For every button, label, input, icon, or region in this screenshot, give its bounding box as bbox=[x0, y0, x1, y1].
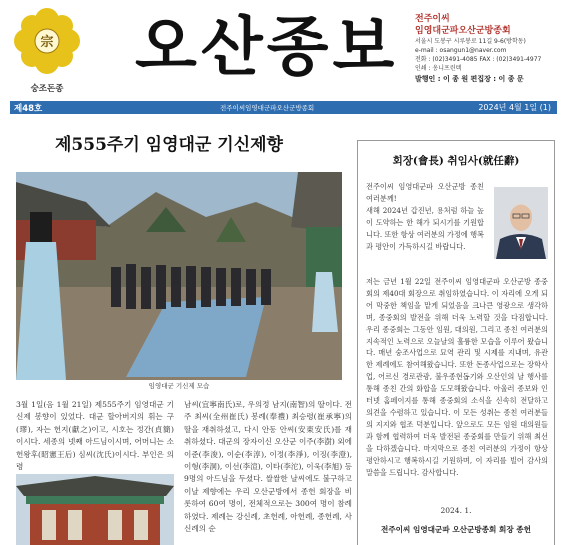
publisher-printer: 인쇄 : 옹니프린텍 bbox=[415, 65, 462, 72]
newspaper-title: 오산종보 bbox=[135, 11, 399, 85]
inauguration-greeting: 새해 2024년 갑진년, 용처럼 하늘 높이 도약하는 한 해가 되시기를 기원합니다. 또한 항상 여러분의 가정에 행복과 평안이 가득하시길 바랍니다. bbox=[366, 205, 484, 251]
issue-number: 제48호 bbox=[14, 104, 43, 114]
publisher-address: 서울시 도봉구 시루봉로 11길 9-6(방학동) bbox=[415, 38, 526, 45]
ceremony-photo bbox=[16, 172, 342, 380]
inauguration-opening: 전주이씨 임영대군파 오산군방 종친 여러분께! bbox=[366, 182, 484, 203]
publisher-email: e-mail : osangun1@naver.com bbox=[415, 47, 507, 54]
inauguration-date: 2024. 1. bbox=[440, 506, 472, 515]
clan-seal-icon bbox=[14, 8, 80, 74]
publisher-org-line1: 전주이씨 bbox=[415, 14, 450, 24]
masthead bbox=[0, 0, 567, 100]
seal-caption: 숭조돈종 bbox=[30, 84, 64, 94]
issue-date: 2024년 4월 1일 (1) bbox=[478, 103, 551, 112]
publisher-info bbox=[415, 14, 563, 84]
inauguration-title: 회장(會長) 취임사(就任辭) bbox=[392, 155, 520, 167]
article-paragraph-1: 3월 1일(음 1월 21일) 제555주기 임영대군 기신제 봉향이 있었다. 대군 할아버지의 휘는 구(璆), 자는 헌지(獻之)이고, 시호는 정간(貞簡)이시다. 세종의 넷째 아드님이시며, 어머니는 소헌왕후(昭憲王后) 심씨(沈氏)이시다. 부인은 의령 bbox=[16, 400, 174, 472]
publisher-staff: 발행인 : 이 종 원 편집장 : 이 종 문 bbox=[415, 75, 524, 83]
article-headline: 제555주기 임영대군 기신제향 bbox=[55, 135, 283, 155]
inauguration-body: 저는 금년 1월 22일 전주이씨 임영대군파 오산군방 종중회의 제40대 회장으로 취임하였습니다. 이 자리에 오게 되어 막중한 책임을 맡게 되었음을 크나큰 영광으로 생각하며, 종중회의 발전을 위해 더욱 노력할 것을 다짐합니다. 우리 종중회는 그동안 임원, 대의원, 그리고 종친 여러분의 지속적인 노력으로 오늘날의 훌륭한 모습을 이루어 왔습니다. 매년 숭조사업으로 묘역 관리 및 시제를 지내며, 유관한 제례에도 참여해왔습니다. 또한 돈종사업으로는 장학사업, 어르신 경로관광, 불우종현돕기와 오산인의 날 행사를 통해 종친 간의 화합을 도모해왔습니다. 아울러 종보와 인터넷 홈페이지를 통해 종중회의 소식을 신속히 전달하고 의견을 수렴하고 있습니다. 이 모든 성취는 종친 여러분들의 지지와 협조 덕분입니다. 앞으로도 모든 임원 대의원들과 함께 협력하여 더욱 발전된 종중회를 만들기 위해 최선을 다하겠습니다. 마지막으로 종친 여러분의 가정이 항상 평안하시고 행복하시길 기원하며, 이 자리를 빌어 감사의 말씀을 드립니다. 감사합니다. bbox=[366, 277, 548, 477]
photo-caption: 임영대군 기신제 모습 bbox=[148, 382, 210, 390]
publisher-org-line2: 임영대군파오산군방종회 bbox=[415, 26, 511, 36]
seal-text: 宗 bbox=[40, 35, 54, 50]
inauguration-intro bbox=[366, 181, 484, 252]
issue-org: 전주이씨임영대군파오산군방종회 bbox=[220, 104, 315, 112]
inauguration-signature: 전주이씨 임영대군파 오산군방종회 회장 종헌 bbox=[381, 525, 531, 534]
shrine-photo bbox=[16, 474, 174, 545]
inauguration-box bbox=[357, 140, 555, 545]
publisher-phone: 전화 : (02)3491-4085 FAX : (02)3491-4977 bbox=[415, 56, 542, 63]
chairman-portrait bbox=[494, 187, 548, 259]
issue-bar bbox=[10, 101, 557, 114]
article-paragraph-2: 남씨(宜寧南氏)로, 우의정 남지(南智)의 딸이다. 전주 최씨(全州崔氏) 봉례(奉禮) 최승령(崔承寧)의 딸을 재취하셨고, 다시 안동 안씨(安東安氏)를 재취하셨다. 대군의 장자이신 오산군 이주(李澍) 외에 이준(李浚), 이순(李淳), 이정(李淨), 이징(李澄), 이형(李洞), 이선(李渲), 이타(李沱), 이욱(李旭) 등 9명의 아드님을 두셨다. 쌀쌀한 날씨에도 불구하고 이날 제향에는 우리 오산군방에서 종헌 회장을 비롯하여 60여 명이, 전체적으로는 300여 명이 참례하였다. 제례는 강신례, 초헌례, 아헌례, 종헌례, 사신례의 순 bbox=[184, 400, 352, 534]
